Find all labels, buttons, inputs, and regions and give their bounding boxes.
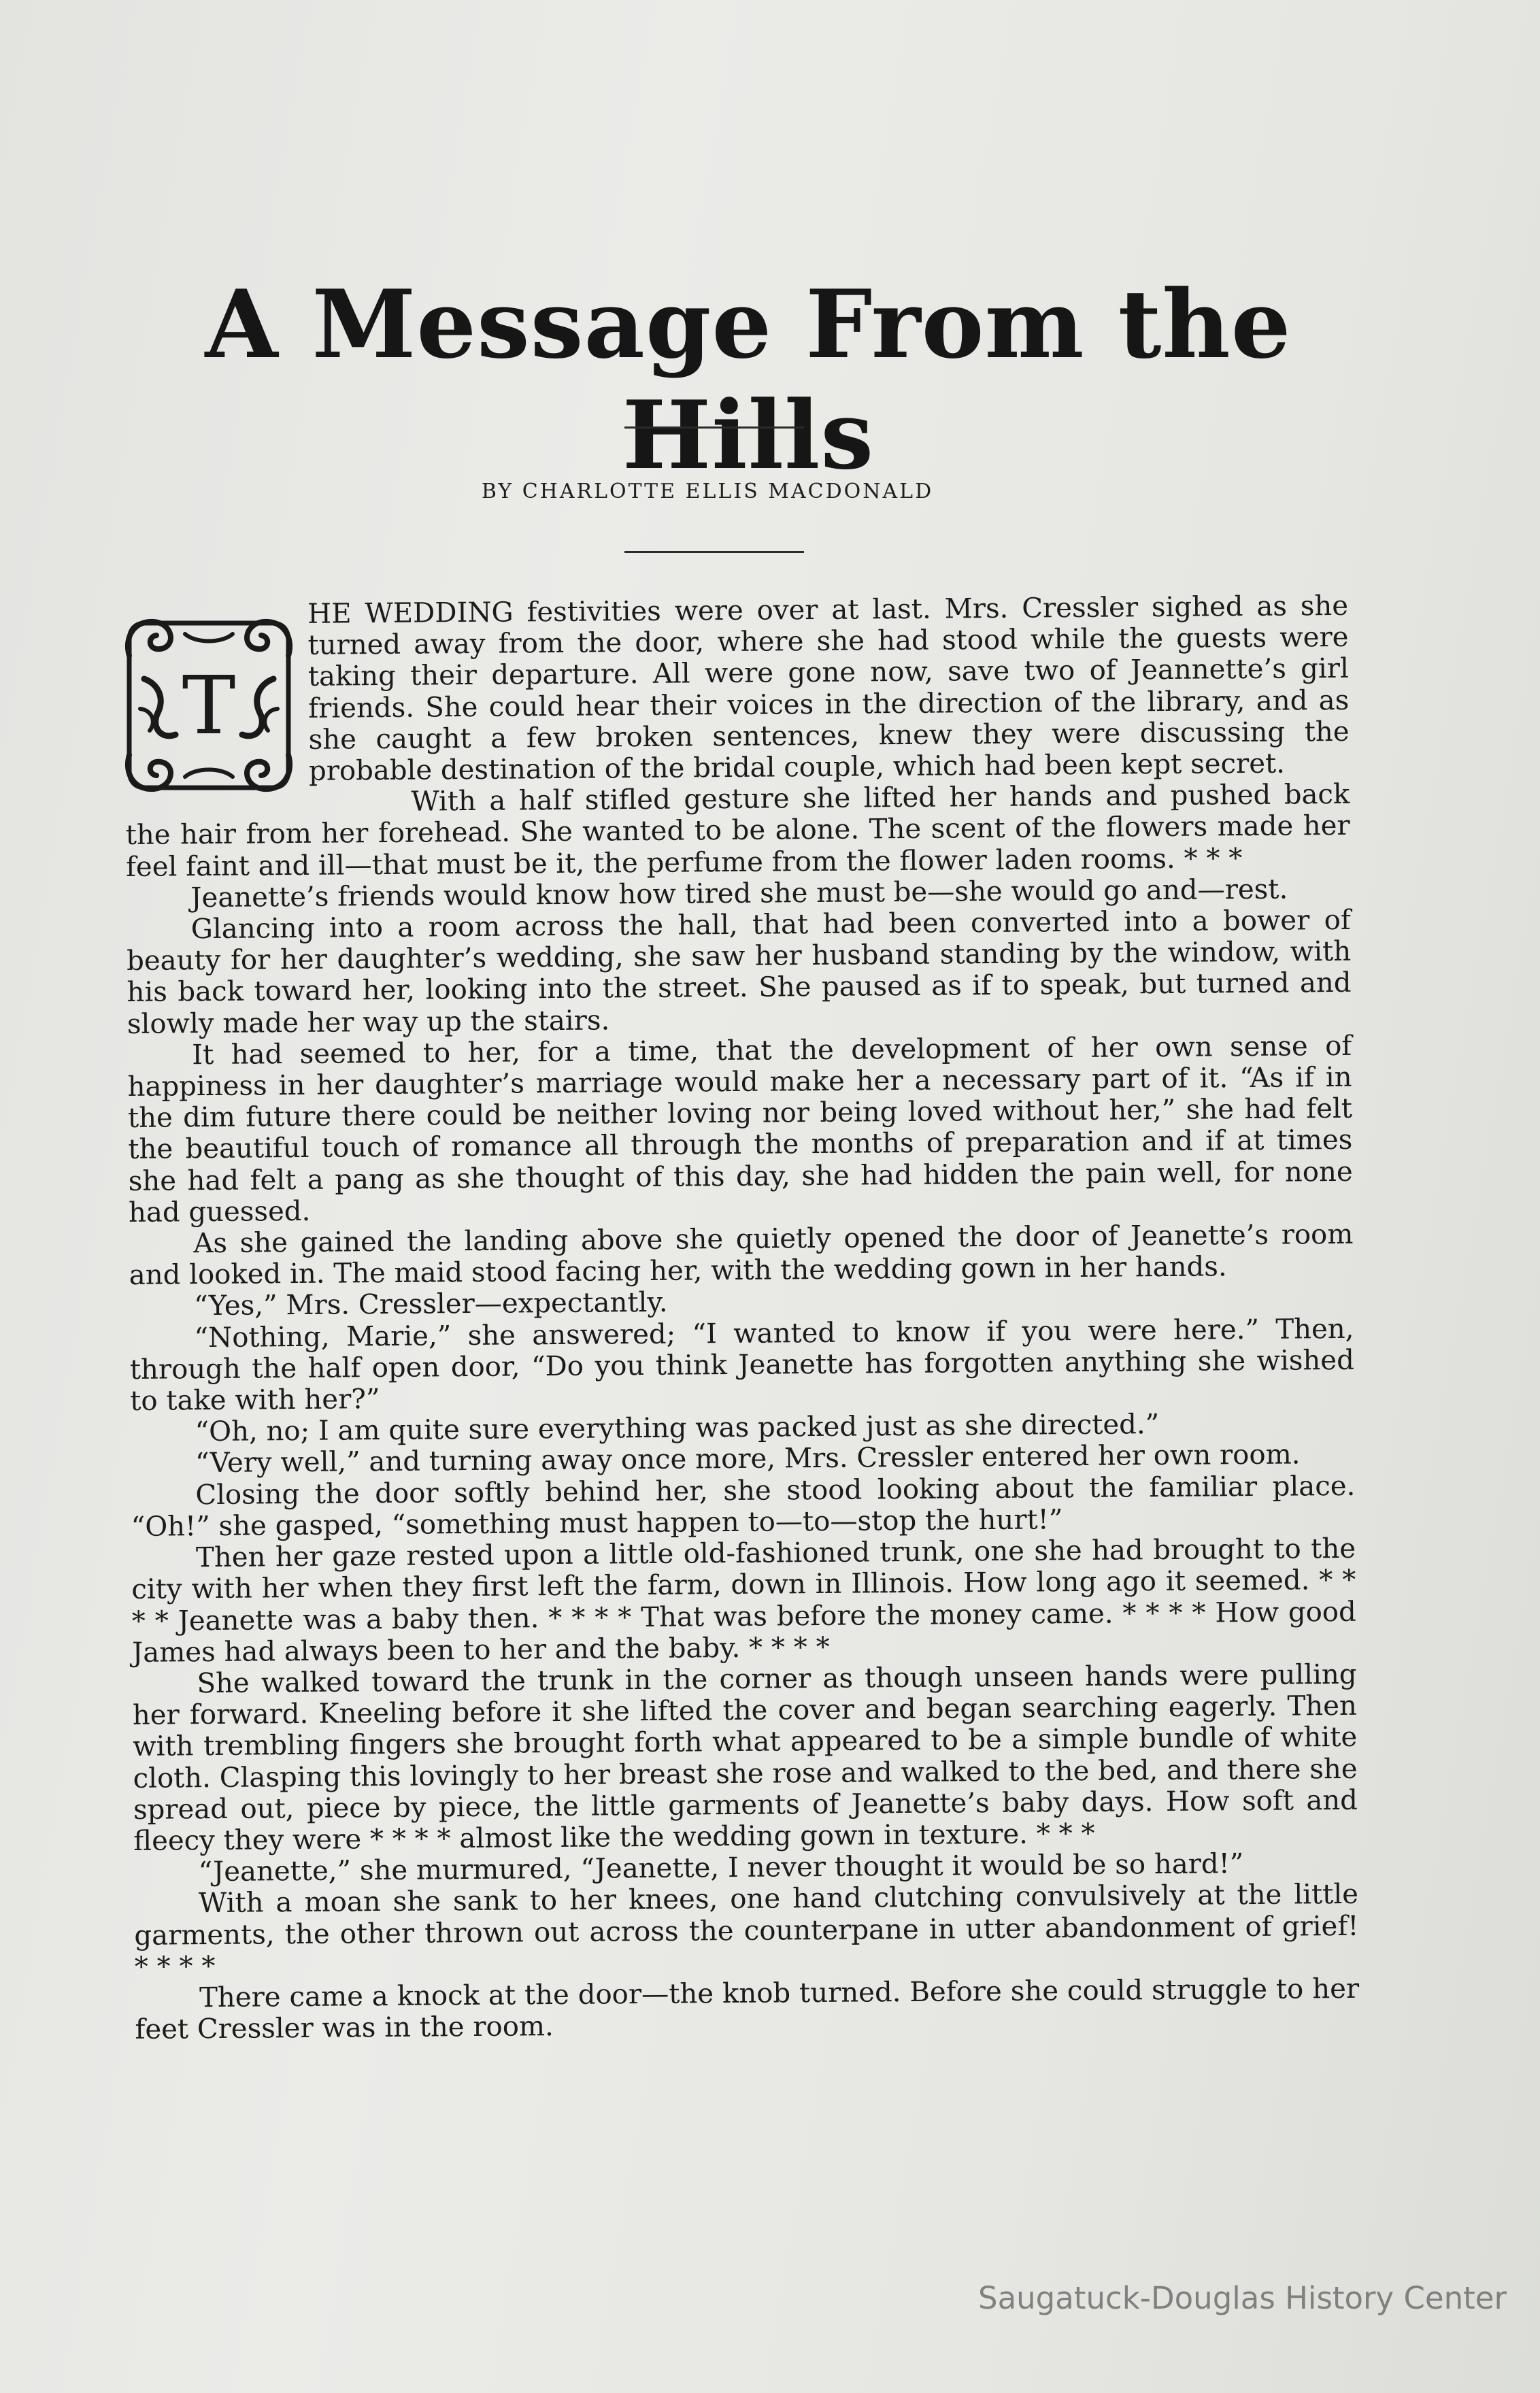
paragraph: It had seemed to her, for a time, that the development of her own sense of happiness in her daughter’s marriage would make her a necessary part of it. “As if in the dim future there could be neither loving nor being loved without her,” she had felt the beautiful touch of romance all through the months of preparation and if at times she had felt a pang as she thought of this day, she had hidden the pain well, for none had guessed.: [127, 1030, 1353, 1228]
paragraph: “Very well,” and turning away once more, Mrs. Cressler entered her own room.: [195, 1439, 1301, 1479]
paragraph: Closing the door softly behind her, she stood looking about the familiar place. “Oh!” she gasped, “something must happen to—to—stop the hurt!”: [131, 1470, 1356, 1543]
paragraph: Jeanette’s friends would know how tired she must be—she would go and—rest.: [190, 873, 1288, 914]
paragraph: Then her gaze rested upon a little old-fashioned trunk, one she had brought to the city with her when they first left the farm, down in Illinois. How long ago it seemed. * * * * Jeanette was a baby then. * * * * That was before the money came. * * * * How good James had always been to her and the baby. * * * *: [131, 1533, 1356, 1669]
paragraph: With a half stifled gesture she lifted her hands and pushed back the hair from her forehead. She wanted to be alone. The scent of the flowers made her feel faint and ill—that must be it, the perfume from the flower laden rooms. * * *: [125, 779, 1350, 883]
paragraph: With a moan she sank to her knees, one hand clutching convulsively at the little garments, the other thrown out across the counterpane in utter abandonment of grief! * * * *: [134, 1879, 1359, 1983]
paragraph: As she gained the landing above she quietly opened the door of Jeanette’s room and looked in. The maid stood facing her, with the wedding gown in her hands.: [129, 1218, 1354, 1292]
watermark: Saugatuck-Douglas History Center: [978, 2280, 1507, 2316]
drop-cap-letter: T: [182, 658, 236, 752]
title-divider-top: [624, 426, 804, 429]
paragraph: She walked toward the trunk in the corner as though unseen hands were pulling her forward. Kneeling before it she lifted the cover and began searching eagerly. Then with trembling fingers she brought forth what appeared to be a simple bundle of white cloth. Clasping this lovingly to her breast she rose and walked to the bed, and there she spread out, piece by piece, the little garments of Jeanette’s baby days. How soft and fleecy they were * * * * almost like the wedding gown in texture. * * *: [132, 1658, 1358, 1857]
article-title: A Message From the Hills: [205, 269, 1292, 490]
paragraph: “Nothing, Marie,” she answered; “I wanted to know if you were here.” Then, through the half open door, “Do you think Jeanette has forgotten anything she wished to take with her?”: [129, 1313, 1355, 1418]
paragraph: HE WEDDING festivities were over at last. Mrs. Cressler sighed as she turned away from the door, where she had stood while the guests were taking their departure. All were gone now, save two of Jeannette’s girl friends. She could hear their voices in the direction of the library, and as she caught a few broken sentences, knew they were discussing the probable destination of the bridal couple, which had been kept secret.: [307, 590, 1350, 787]
paragraph: There came a knock at the door—the knob turned. Before she could struggle to her feet Cressler was in the room.: [135, 1973, 1360, 2046]
paragraph: “Oh, no; I am quite sure everything was packed just as she directed.”: [195, 1409, 1160, 1448]
paragraph: Glancing into a room across the hall, that had been converted into a bower of beauty for her daughter’s wedding, she saw her husband standing by the window, with his back toward her, looking into the street. She paused as if to speak, but turned and slowly made her way up the stairs.: [126, 904, 1352, 1040]
paragraph: “Yes,” Mrs. Cressler—expectantly.: [193, 1287, 668, 1322]
byline: BY CHARLOTTE ELLIS MACDONALD: [481, 480, 934, 503]
article-body: [124, 590, 1360, 2045]
title-divider-bottom: [624, 551, 804, 553]
paragraph: “Jeanette,” she murmured, “Jeanette, I never thought it would be so hard!”: [198, 1848, 1244, 1888]
